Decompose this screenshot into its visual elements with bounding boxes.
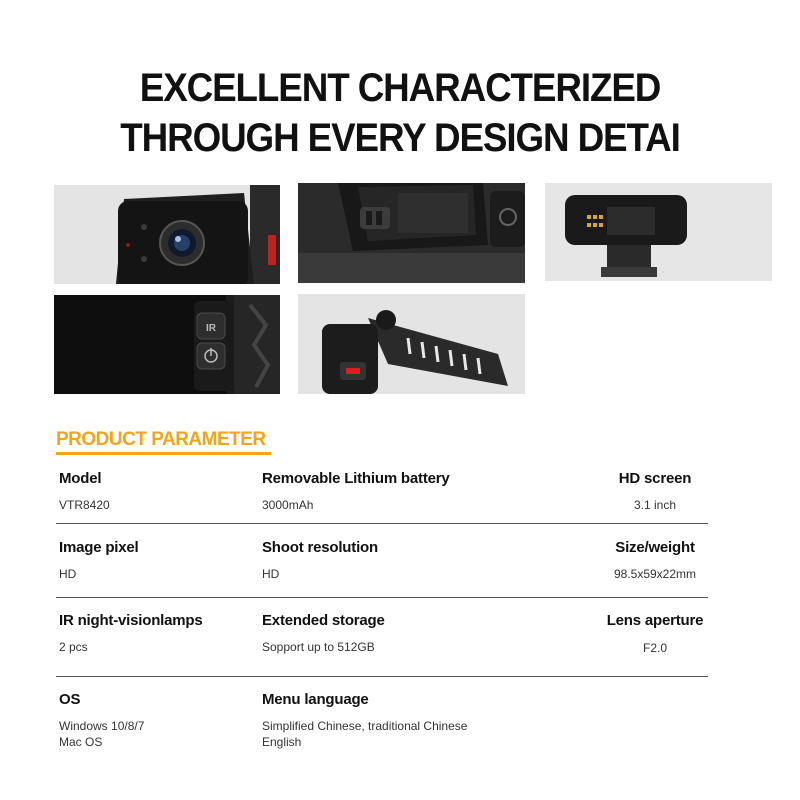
headline-line-2: THROUGH EVERY DESIGN DETAI [120,116,680,160]
camera-lens-image [54,185,280,284]
row-divider [56,523,708,524]
param-label-menu-language: Menu language [262,691,369,708]
section-title-underline [56,452,271,455]
param-value-os-line1: Windows 10/8/7 [59,719,145,733]
param-label-lens-aperture: Lens aperture [606,612,704,629]
photo-clip-closeup [298,294,525,394]
param-label-size-weight: Size/weight [615,539,695,556]
camera-switch-image [298,183,525,283]
camera-side-buttons-image [54,295,280,394]
param-value-menu-language-line1: Simplified Chinese, traditional Chinese [262,719,468,733]
photo-switch-closeup [298,183,525,283]
section-title: PRODUCT PARAMETER [56,429,266,450]
param-label-os: OS [59,691,81,708]
param-value-menu-language-line2: English [262,735,302,749]
param-value-ir-lamps: 2 pcs [59,640,88,654]
param-value-extended-storage: Sopport up to 512GB [262,640,375,654]
headline-line-1: EXCELLENT CHARACTERIZED [139,66,661,110]
param-label-hd-screen: HD screen [618,470,692,487]
param-value-model: VTR8420 [59,498,110,512]
param-label-extended-storage: Extended storage [262,612,385,629]
camera-connector-image [545,183,772,281]
param-value-image-pixel: HD [59,567,77,581]
param-label-model: Model [59,470,102,487]
photo-side-buttons [54,295,280,394]
camera-clip-image [298,294,525,394]
row-divider [56,597,708,598]
param-value-battery: 3000mAh [262,498,314,512]
param-label-battery: Removable Lithium battery [262,470,450,487]
param-value-hd-screen: 3.1 inch [633,498,677,512]
param-value-os-line2: Mac OS [59,735,103,749]
param-label-shoot-resolution: Shoot resolution [262,539,378,556]
ir-button-label: IR [206,323,216,334]
param-label-ir-lamps: IR night-visionlamps [59,612,203,629]
photo-connector-closeup [545,183,772,281]
param-value-shoot-resolution: HD [262,567,280,581]
param-label-image-pixel: Image pixel [59,539,139,556]
photo-lens-closeup [54,185,280,284]
row-divider [56,676,708,677]
param-value-size-weight: 98.5x59x22mm [613,567,697,581]
param-value-lens-aperture: F2.0 [642,641,668,655]
